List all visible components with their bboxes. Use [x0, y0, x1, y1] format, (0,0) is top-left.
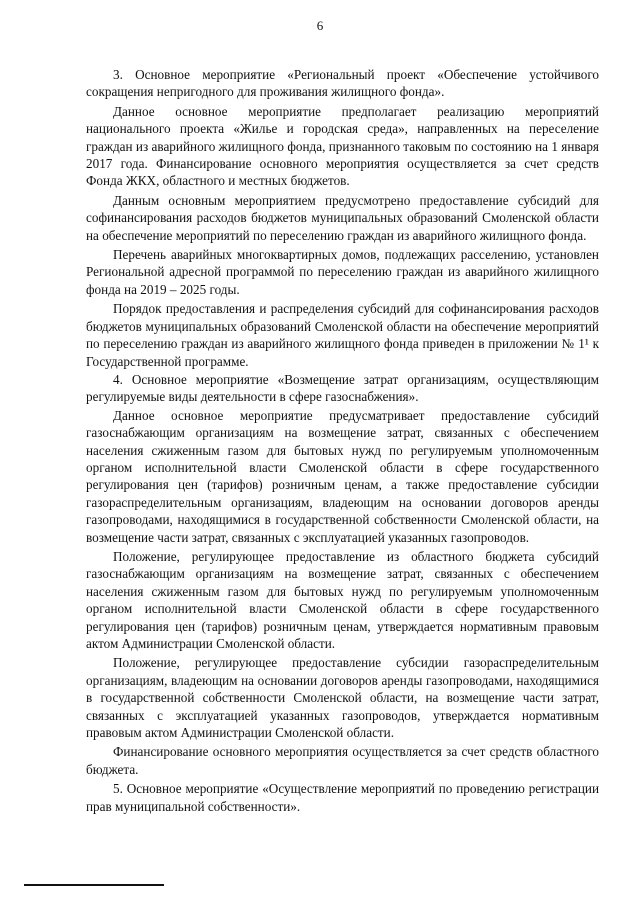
paragraph-event-3-house-list: Перечень аварийных многоквартирных домов, подлежащих расселению, установлен Региональной адресной программой по переселению граждан из аварийного жилищного фонда на 2019 – 2025 годы. — [86, 247, 599, 297]
paragraph-main-event-5-heading: 5. Основное мероприятие «Осуществление мероприятий по проведению регистрации прав муниципальной собственности». — [86, 781, 599, 814]
footnote-separator — [24, 884, 164, 886]
paragraph-event-3-procedure: Порядок предоставления и распределения субсидий для софинансирования расходов бюджетов муниципальных образований Смоленской области на обеспечение мероприятий по переселению граждан из аварийного жилищного фонда приведен в приложении № 1¹ к Государственной программе. — [86, 301, 599, 369]
paragraph-event-4-description: Данное основное мероприятие предусматривает предоставление субсидий газоснабжающим организациям на возмещение затрат, связанных с обеспечением населения сжиженным газом для бытовых нужд по регулируемым уполномоченным органом исполнительной власти Смоленской области в сфере государственного регулирования цен (тарифов) розничным ценам, а также предоставление субсидии газораспределительным организациям, владеющим на основании договоров аренды газопроводами, находящимися в государственной собственности Смоленской области, на возмещение части затрат, связанных с эксплуатацией указанных газопроводов. — [86, 407, 599, 545]
paragraph-event-4-regulation-gas-supply: Положение, регулирующее предоставление из областного бюджета субсидий газоснабжающим организациям на возмещение затрат, связанных с обеспечением населения сжиженным газом для бытовых нужд по регулируемым уполномоченным органом исполнительной власти Смоленской области в сфере государственного регулирования цен (тарифов) розничным ценам, утверждается нормативным правовым актом Администрации Смоленской области. — [86, 548, 599, 651]
paragraph-main-event-4-heading: 4. Основное мероприятие «Возмещение затрат организациям, осуществляющим регулируемые виды деятельности в сфере газоснабжения». — [86, 371, 599, 405]
page-number: 6 — [316, 18, 324, 33]
paragraph-event-4-regulation-gas-distribution: Положение, регулирующее предоставление субсидии газораспределительным организациям, владеющим на основании договоров аренды газопроводами, находящимися в государственной собственности Смоленской области, на возмещение части затрат, связанных с эксплуатацией указанных газопроводов, утверждается нормативным правовым актом Администрации Смоленской области. — [86, 655, 599, 741]
paragraph-main-event-3-heading: 3. Основное мероприятие «Региональный проект «Обеспечение устойчивого сокращения непригодного для проживания жилищного фонда». — [86, 67, 599, 100]
paragraph-event-3-description: Данное основное мероприятие предполагает реализацию мероприятий национального проекта «Жилье и городская среда», направленных на переселение граждан из аварийного жилищного фонда, признанного таковым по состоянию на 1 января 2017 года. Финансирование основного мероприятия осуществляется за счет средств Фонда ЖКХ, областного и местных бюджетов. — [86, 103, 599, 189]
paragraph-event-3-subsidies: Данным основным мероприятием предусмотрено предоставление субсидий для софинансирования расходов бюджетов муниципальных образований Смоленской области на обеспечение мероприятий по переселению граждан из аварийного жилищного фонда. — [86, 192, 599, 243]
document-body — [86, 66, 599, 817]
paragraph-event-4-financing: Финансирование основного мероприятия осуществляется за счет средств областного бюджета. — [86, 744, 599, 777]
